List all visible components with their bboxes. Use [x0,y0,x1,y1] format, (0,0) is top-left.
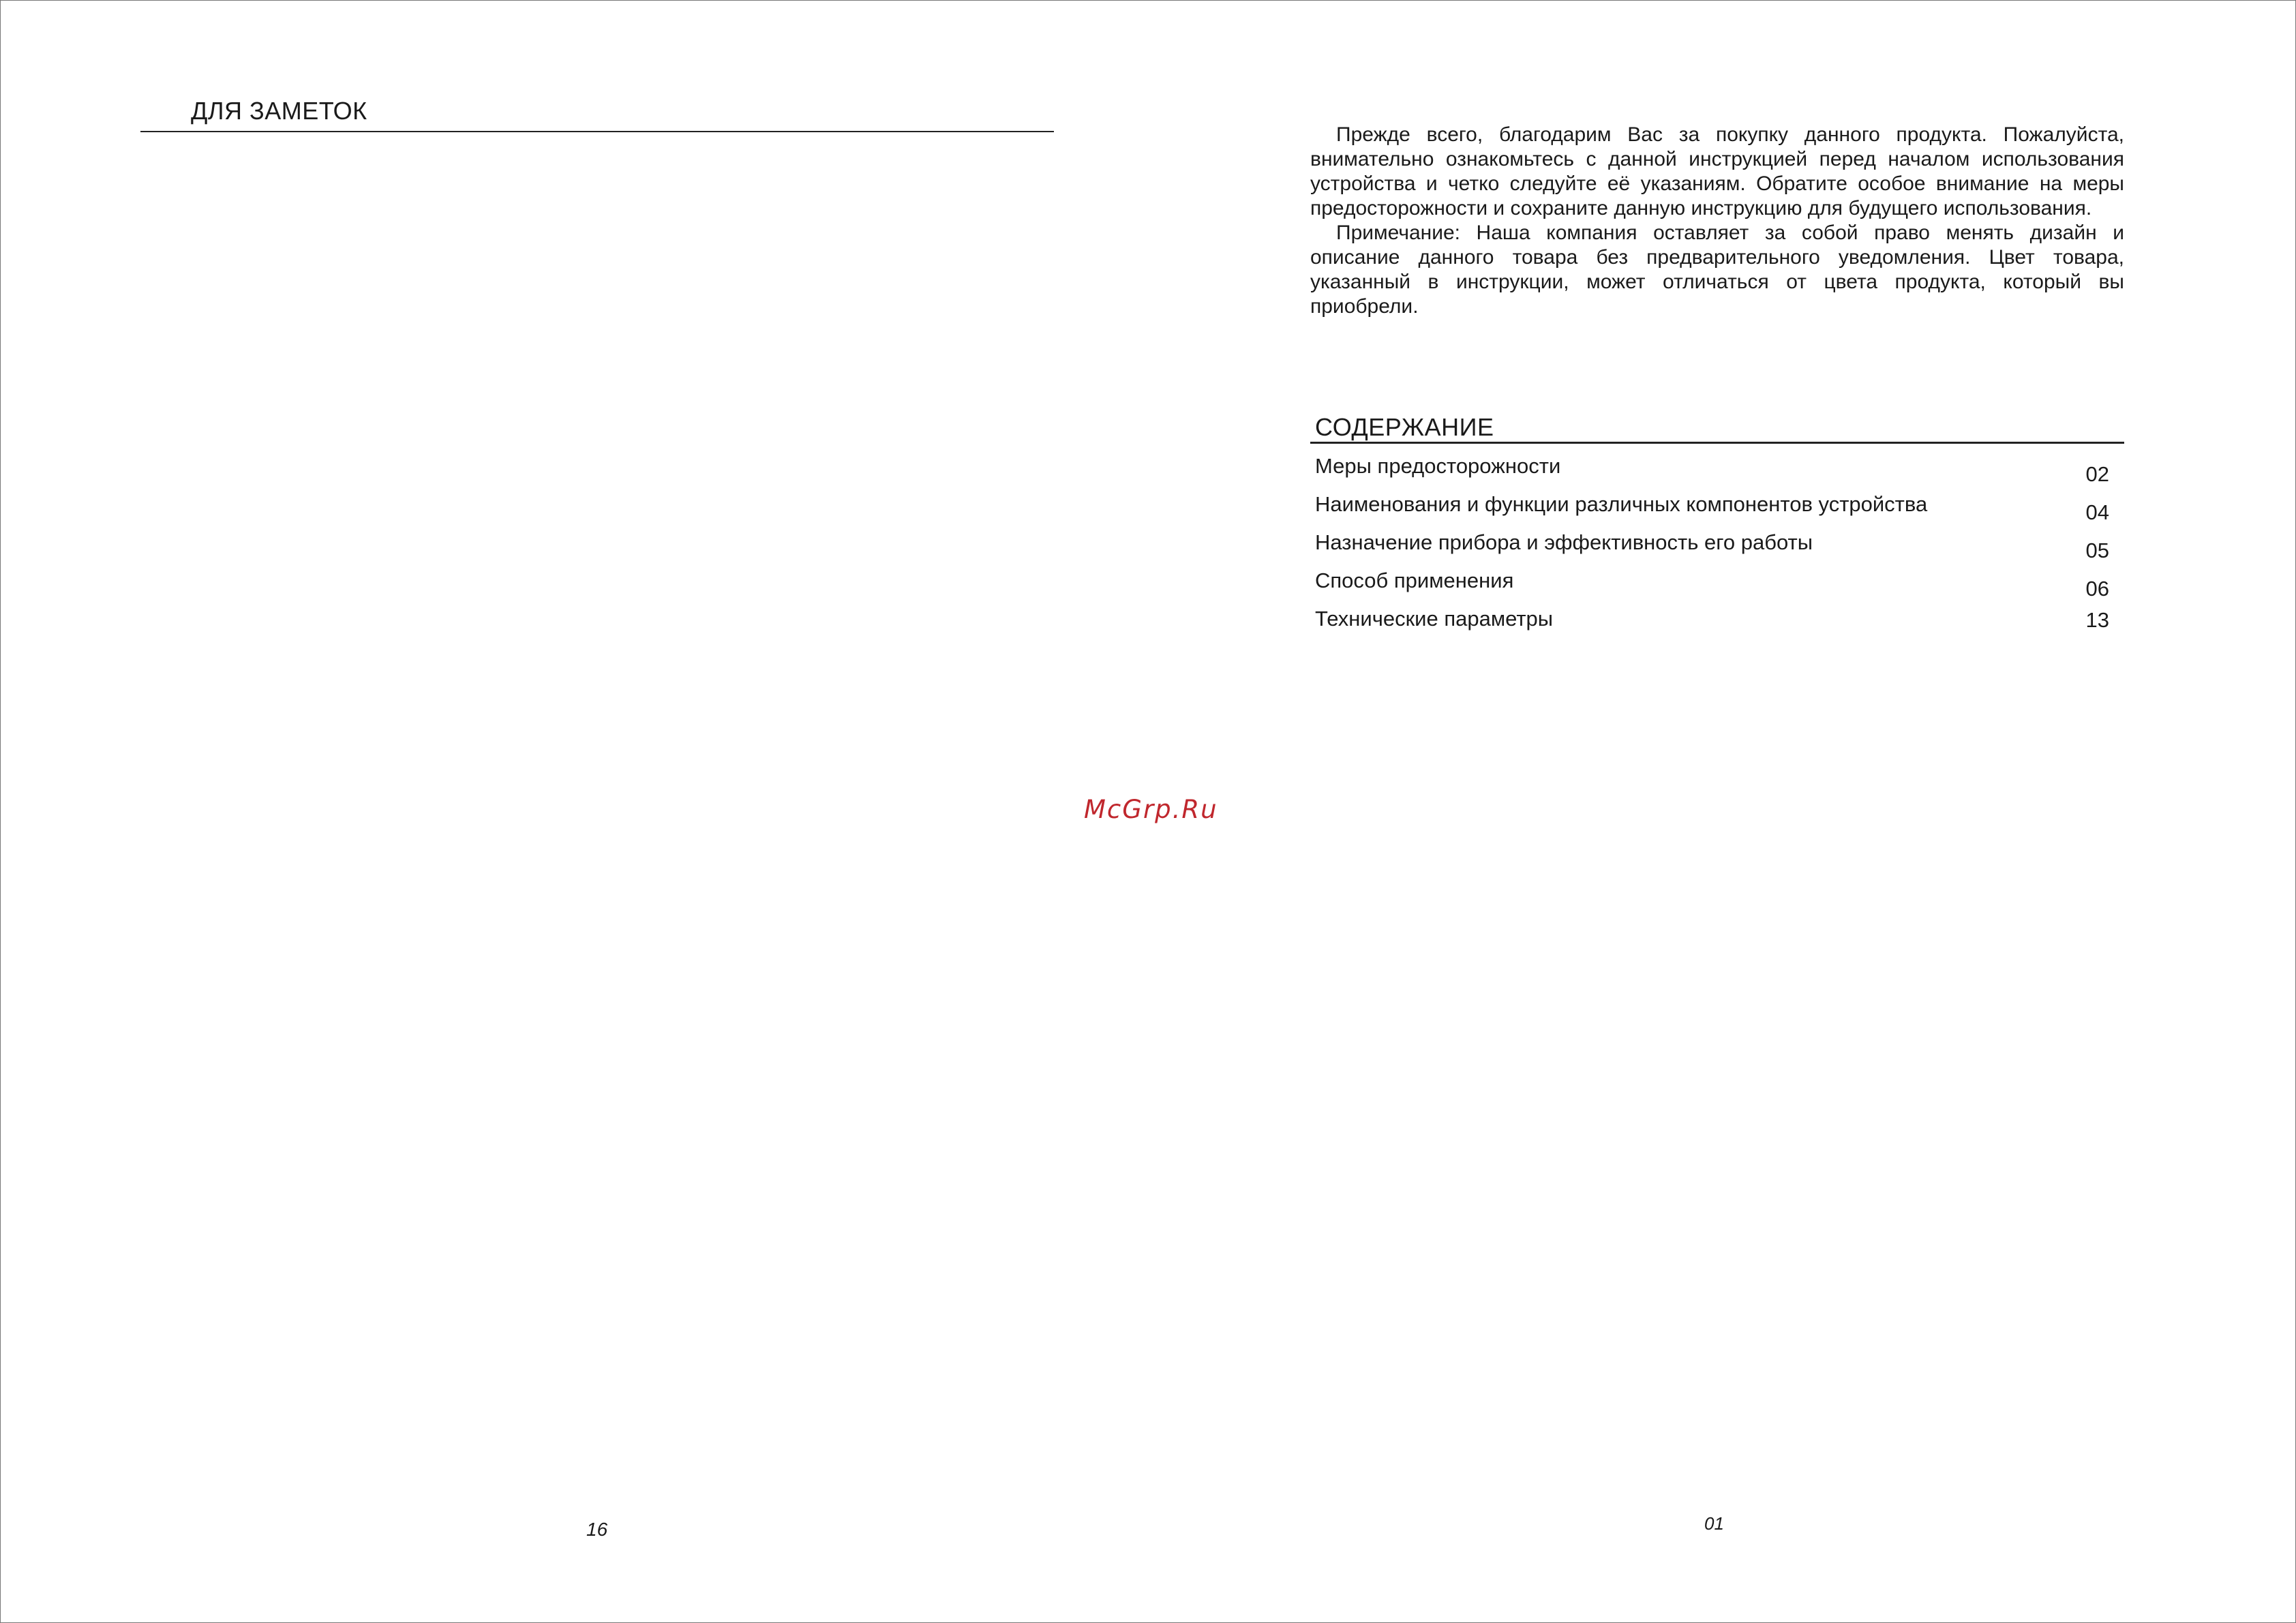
intro-paragraph-1: Прежде всего, благодарим Вас за покупку данного продукта. Пожалуйста, внимательно ознакомьтесь с данной инструкцией перед началом использования устройства и четко следуйте её указаниям. Обратите особое внимание на меры предосторожности и сохраните данную инструкцию для будущего использования. [1310,123,2124,219]
toc-item-label: Назначение прибора и эффективность его работы [1315,530,1813,554]
toc-item[interactable] [1315,451,2109,489]
toc-divider [1310,442,2124,444]
toc-title: СОДЕРЖАНИЕ [1315,413,1494,441]
toc-item-page: 06 [2085,577,2109,601]
page-number-left: 16 [586,1519,608,1540]
toc-item-page: 13 [2085,608,2109,632]
toc-item-page: 05 [2085,539,2109,562]
toc-item[interactable] [1315,528,2109,566]
watermark: McGrp.Ru [1084,795,1218,824]
toc-item-label: Способ применения [1315,568,1514,592]
intro-paragraph-2: Примечание: Наша компания оставляет за собой право менять дизайн и описание данного товара без предварительного уведомления. Цвет товара, указанный в инструкции, может отличаться от цвета продукта, который вы приобрели. [1310,222,2124,318]
toc-item-label: Технические параметры [1315,607,1554,631]
toc-item[interactable] [1315,566,2109,604]
toc-item[interactable] [1315,604,2109,642]
toc-item[interactable] [1315,489,2109,528]
toc-item-label: Наименования и функции различных компонентов устройства [1315,492,1928,516]
page-number-right: 01 [1704,1513,1724,1534]
toc-list [1315,451,2109,642]
toc-item-label: Меры предосторожности [1315,454,1561,478]
notes-divider [140,131,1054,132]
intro-text [1310,123,2124,319]
toc-item-page: 02 [2085,462,2109,486]
notes-title: ДЛЯ ЗАМЕТОК [191,97,367,125]
toc-item-page: 04 [2085,500,2109,524]
